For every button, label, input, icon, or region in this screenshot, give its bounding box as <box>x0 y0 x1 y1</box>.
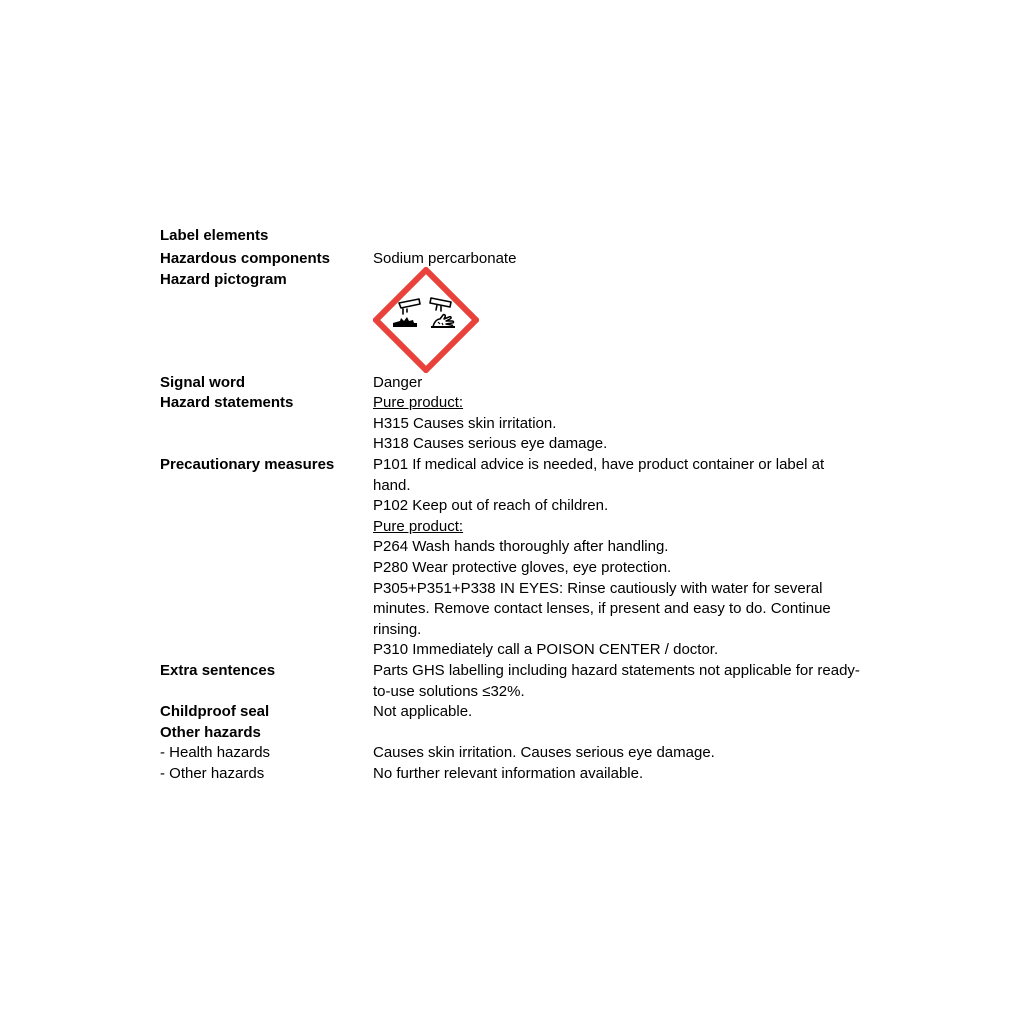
hazard-statements-subheading: Pure product: <box>373 394 464 412</box>
hazard-pictogram-cell <box>373 270 860 373</box>
hazard-pictogram-label: Hazard pictogram <box>160 270 287 288</box>
precautionary-measures-row <box>160 455 860 661</box>
hazardous-components-label: Hazardous components <box>160 250 331 268</box>
signal-word-row <box>160 373 860 394</box>
health-hazards-row <box>160 743 860 764</box>
health-hazards-label: - Health hazards <box>160 744 271 762</box>
other-hazards-row <box>160 723 860 744</box>
hazard-pictogram-row <box>160 270 860 373</box>
health-hazards-value: Causes skin irritation. Causes serious eye damage. <box>373 744 715 762</box>
extra-sentences-label: Extra sentences <box>160 662 276 679</box>
section-heading: Label elements <box>160 227 269 244</box>
precaution-line: P280 Wear protective gloves, eye protection. <box>373 559 672 577</box>
other-hazards-item-row <box>160 764 860 785</box>
childproof-seal-label: Childproof seal <box>160 703 270 721</box>
hazardous-components-row <box>160 249 860 270</box>
other-hazards-label: Other hazards <box>160 723 261 741</box>
childproof-seal-row <box>160 702 860 723</box>
hazardous-components-value: Sodium percarbonate <box>373 250 517 268</box>
precautionary-measures-label: Precautionary measures <box>160 456 335 474</box>
precaution-line: P102 Keep out of reach of children. <box>373 497 609 515</box>
other-hazards-item-label: - Other hazards <box>160 764 265 782</box>
precautionary-measures-value <box>373 455 860 661</box>
precaution-line: P264 Wash hands thoroughly after handling. <box>373 538 669 556</box>
extra-sentences-value: Parts GHS labelling including hazard statements not applicable for ready-to-use solutions ≤32%. <box>373 662 860 700</box>
precaution-line: P101 If medical advice is needed, have product container or label at hand. <box>373 456 825 494</box>
extra-sentences-row <box>160 661 860 702</box>
hazard-statements-value <box>373 393 860 455</box>
hazard-statement-line: H318 Causes serious eye damage. <box>373 435 608 453</box>
hazard-statement-line: H315 Causes skin irritation. <box>373 414 557 432</box>
precaution-line: P305+P351+P338 IN EYES: Rinse cautiously with water for several minutes. Remove contact lenses, if present and easy to do. Continue rinsing. <box>373 579 831 638</box>
corrosion-pictogram-icon <box>373 267 479 373</box>
other-hazards-item-value: No further relevant information available. <box>373 764 644 782</box>
precaution-line: P310 Immediately call a POISON CENTER / doctor. <box>373 641 719 659</box>
signal-word-value: Danger <box>373 373 423 391</box>
hazard-statements-row <box>160 393 860 455</box>
hazard-statements-label: Hazard statements <box>160 394 294 412</box>
precaution-subheading: Pure product: <box>373 517 464 535</box>
signal-word-label: Signal word <box>160 373 246 391</box>
childproof-seal-value: Not applicable. <box>373 703 473 721</box>
label-elements-section <box>160 226 860 785</box>
